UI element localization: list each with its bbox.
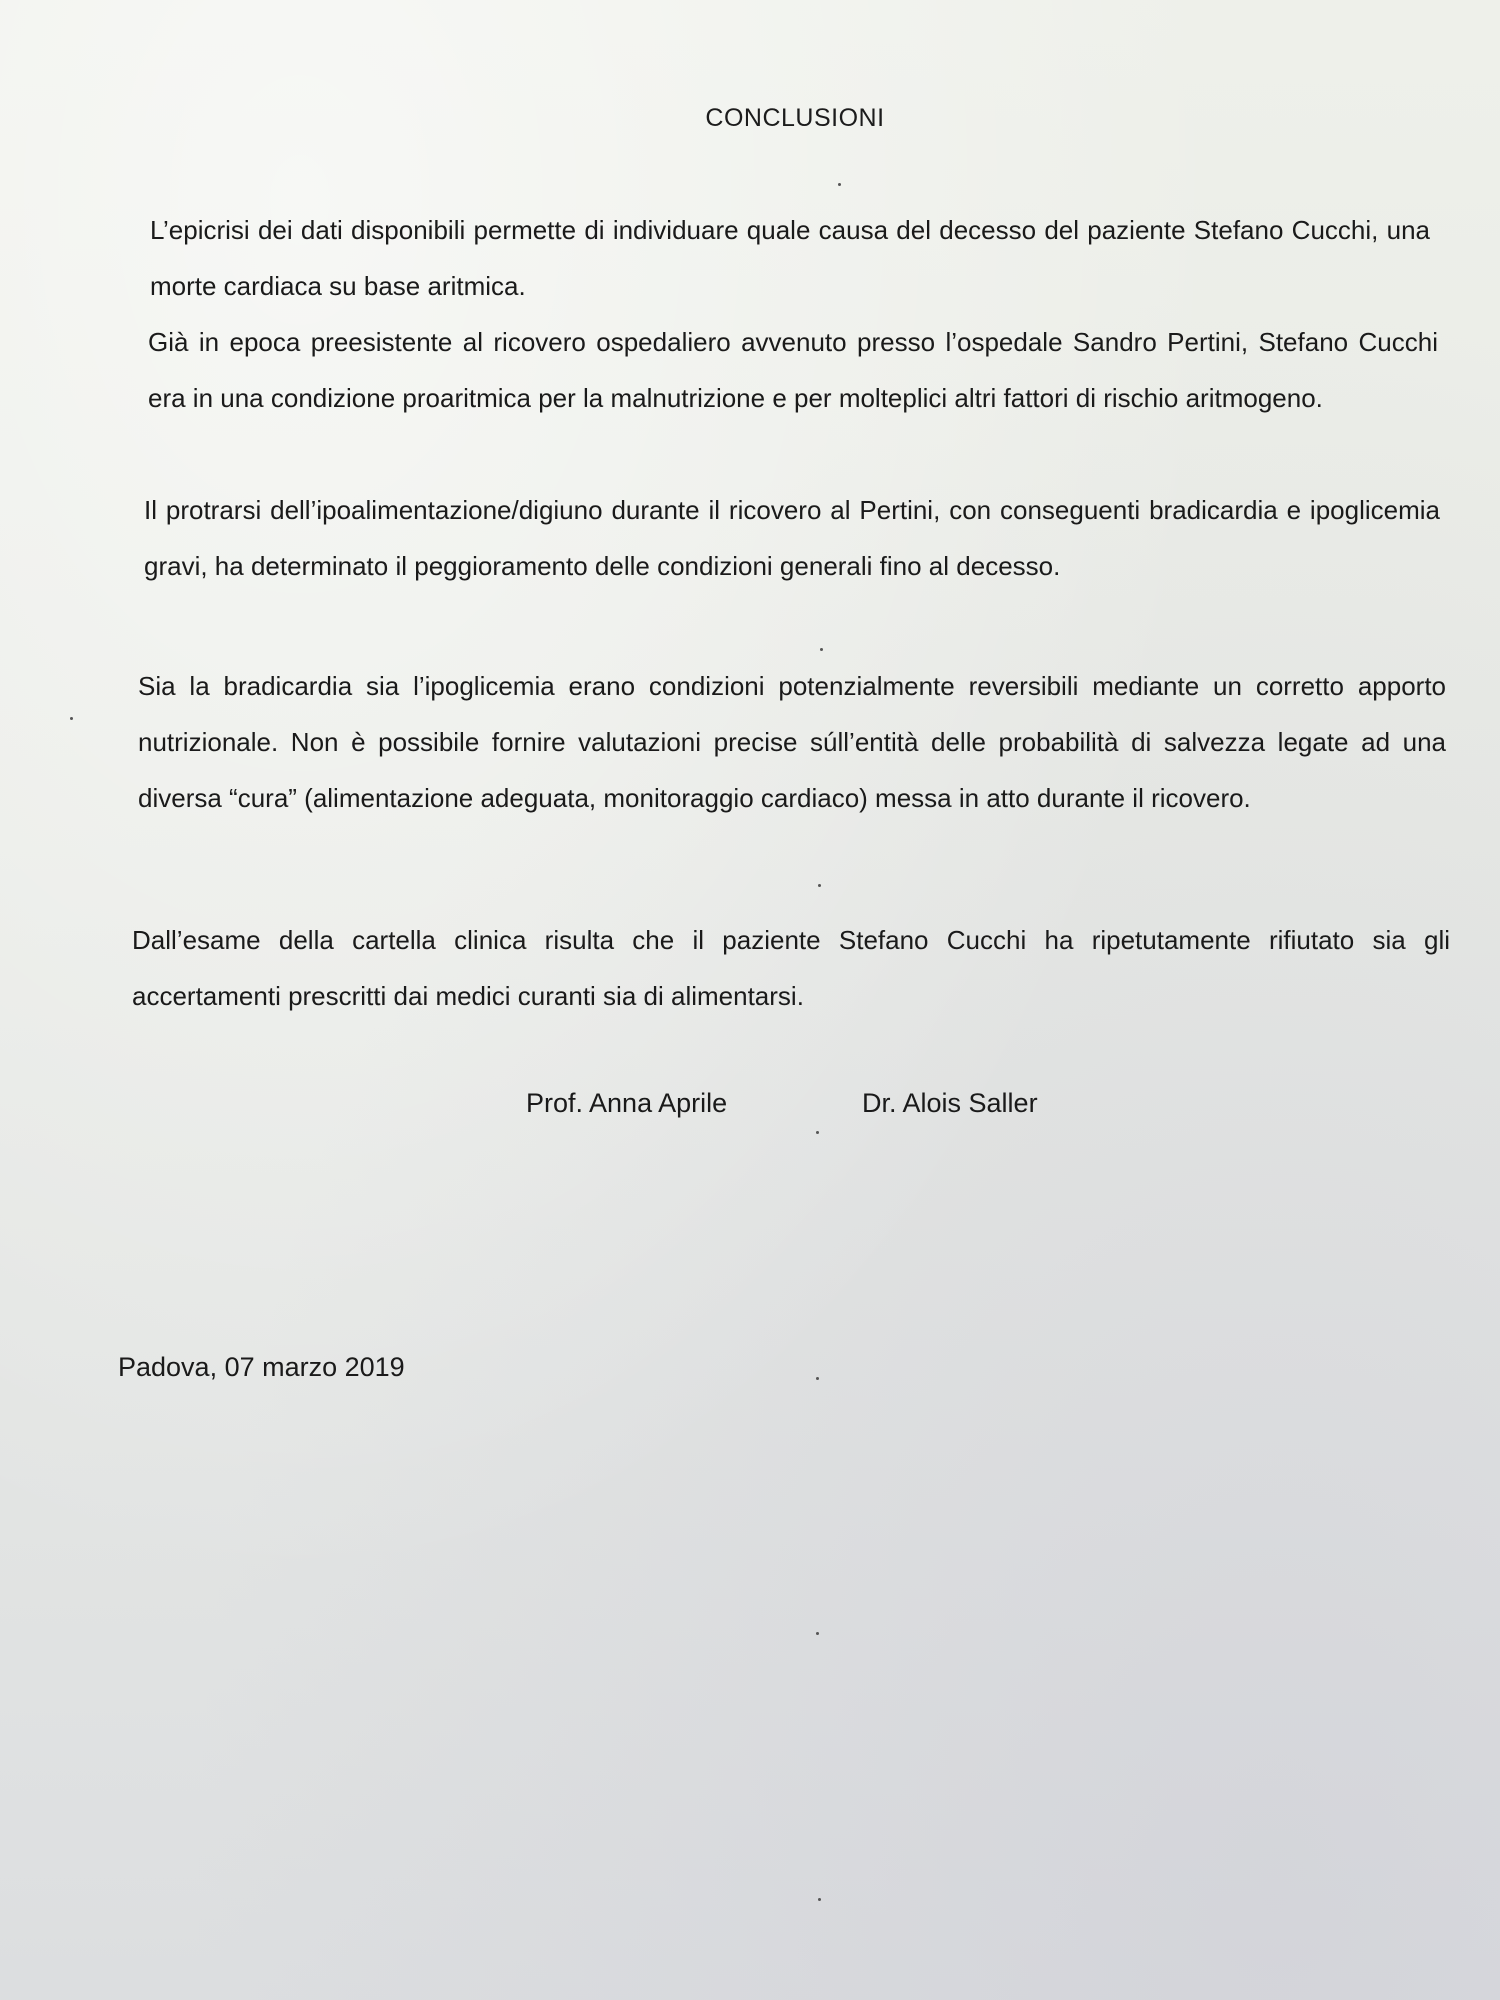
paper-speck (818, 1898, 821, 1901)
paper-speck (838, 183, 841, 186)
paragraph-ipoalimentazione: Il protrarsi dell’ipoalimentazione/digiuno durante il ricovero al Pertini, con conseguenti bradicardia e ipoglicemia gravi, ha determinato il peggioramento delle condizioni generali fino al decesso. (144, 495, 1440, 581)
document-title: CONCLUSIONI (705, 104, 885, 132)
signatory-aprile: Prof. Anna Aprile (526, 1088, 728, 1118)
signatory-saller: Dr. Alois Saller (862, 1088, 1038, 1118)
paper-speck (816, 1632, 819, 1635)
paper-speck (816, 1377, 819, 1380)
paragraph-epicrisi: L’epicrisi dei dati disponibili permette di individuare quale causa del decesso del paziente Stefano Cucchi, una morte cardiaca su base aritmica. (150, 215, 1430, 301)
paper-speck (820, 648, 823, 651)
paper-speck (818, 884, 821, 887)
place-date: Padova, 07 marzo 2019 (118, 1352, 405, 1382)
paragraph-condizione-proaritmica: Già in epoca preesistente al ricovero ospedaliero avvenuto presso l’ospedale Sandro Pertini, Stefano Cucchi era in una condizione proaritmica per la malnutrizione e per molteplici altri fattori di rischio aritmogeno. (148, 327, 1438, 413)
paper-speck (70, 717, 73, 720)
paper-speck (816, 1131, 819, 1134)
paragraph-cartella-clinica: Dall’esame della cartella clinica risulta che il paziente Stefano Cucchi ha ripetutamente rifiutato sia gli accertamenti prescritti dai medici curanti sia di alimentarsi. (132, 925, 1450, 1011)
paragraph-condizioni-reversibili: Sia la bradicardia sia l’ipoglicemia erano condizioni potenzialmente reversibili mediante un corretto apporto nutrizionale. Non è possibile fornire valutazioni precise súll’entità delle probabilità di salvezza legate ad una diversa “cura” (alimentazione adeguata, monitoraggio cardiaco) messa in atto durante il ricovero. (138, 671, 1446, 813)
